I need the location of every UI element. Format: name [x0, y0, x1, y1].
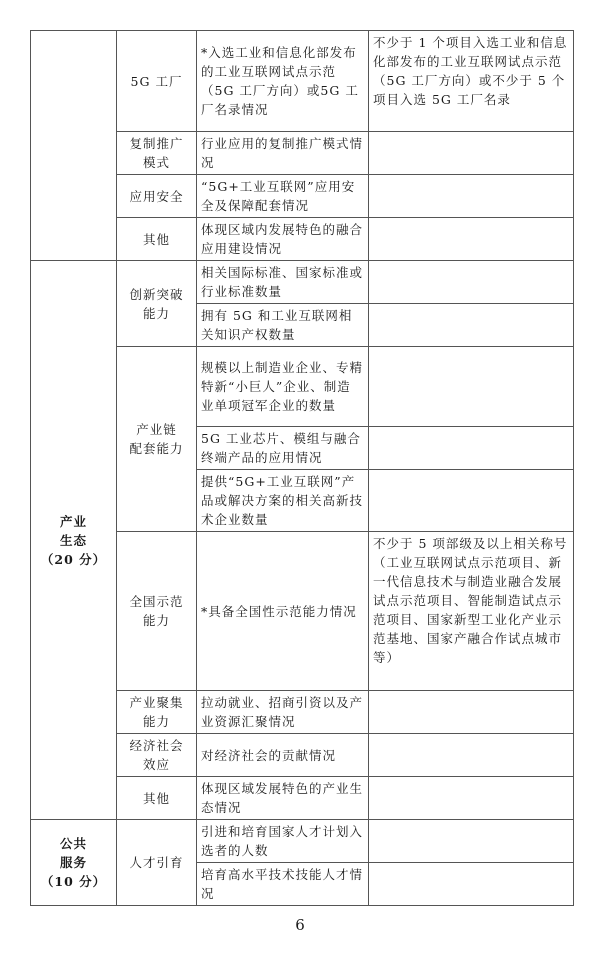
indicator-cell: 行业应用的复制推广模式情况 — [197, 132, 369, 175]
sub-indicator-cell: 其他 — [117, 777, 197, 820]
sub-indicator-cell: 复制推广 模式 — [117, 132, 197, 175]
page-number: 6 — [295, 916, 305, 934]
table-row — [31, 31, 574, 132]
indicator-cell: *具备全国性示范能力情况 — [197, 532, 369, 691]
note-cell: 不少于 5 项部级及以上相关称号（工业互联网试点示范项目、新一代信息技术与制造业融合发展试点示范项目、智能制造试点示范项目、国家新型工业化产业示范基地、国家产融合作试点城市等） — [369, 532, 574, 691]
indicator-cell: 对经济社会的贡献情况 — [197, 734, 369, 777]
sub-indicator-cell: 人才引育 — [117, 820, 197, 906]
note-cell — [369, 470, 574, 532]
sub-indicator-cell: 5G 工厂 — [117, 31, 197, 132]
sub-indicator-cell: 产业聚集 能力 — [117, 691, 197, 734]
indicator-cell: 培育高水平技术技能人才情况 — [197, 863, 369, 906]
indicator-cell: 体现区域发展特色的产业生态情况 — [197, 777, 369, 820]
indicator-cell: “5G+工业互联网”应用安全及保障配套情况 — [197, 175, 369, 218]
indicator-cell: 相关国际标准、国家标准或行业标准数量 — [197, 261, 369, 304]
indicator-cell: 体现区域内发展特色的融合应用建设情况 — [197, 218, 369, 261]
note-cell — [369, 261, 574, 304]
note-cell — [369, 427, 574, 470]
indicator-cell: 5G 工业芯片、模组与融合终端产品的应用情况 — [197, 427, 369, 470]
note-cell — [369, 863, 574, 906]
note-cell — [369, 132, 574, 175]
category-cell: 产业 生态 （20 分） — [31, 261, 117, 820]
note-cell: 不少于 1 个项目入选工业和信息化部发布的工业互联网试点示范（5G 工厂方向）或不少于 5 个项目入选 5G 工厂名录 — [369, 31, 574, 132]
indicator-cell: 规模以上制造业企业、专精特新“小巨人”企业、制造业单项冠军企业的数量 — [197, 347, 369, 427]
category-cell-continued — [31, 31, 117, 261]
indicator-cell: 引进和培育国家人才计划入选者的人数 — [197, 820, 369, 863]
sub-indicator-cell: 全国示范 能力 — [117, 532, 197, 691]
sub-indicator-cell: 经济社会 效应 — [117, 734, 197, 777]
category-cell: 公共 服务 （10 分） — [31, 820, 117, 906]
sub-indicator-cell: 其他 — [117, 218, 197, 261]
note-cell — [369, 820, 574, 863]
sub-indicator-cell: 应用安全 — [117, 175, 197, 218]
note-cell — [369, 304, 574, 347]
table-row — [31, 261, 574, 304]
indicator-cell: *入选工业和信息化部发布的工业互联网试点示范（5G 工厂方向）或5G 工厂名录情况 — [197, 31, 369, 132]
indicator-cell: 拥有 5G 和工业互联网相关知识产权数量 — [197, 304, 369, 347]
indicator-cell: 提供“5G+工业互联网”产品或解决方案的相关高新技术企业数量 — [197, 470, 369, 532]
evaluation-table — [30, 30, 574, 906]
sub-indicator-cell: 创新突破 能力 — [117, 261, 197, 347]
indicator-cell: 拉动就业、招商引资以及产业资源汇聚情况 — [197, 691, 369, 734]
table-row — [31, 820, 574, 863]
note-cell — [369, 777, 574, 820]
note-cell — [369, 347, 574, 427]
note-cell — [369, 175, 574, 218]
note-cell — [369, 691, 574, 734]
note-cell — [369, 218, 574, 261]
sub-indicator-cell: 产业链 配套能力 — [117, 347, 197, 532]
note-cell — [369, 734, 574, 777]
